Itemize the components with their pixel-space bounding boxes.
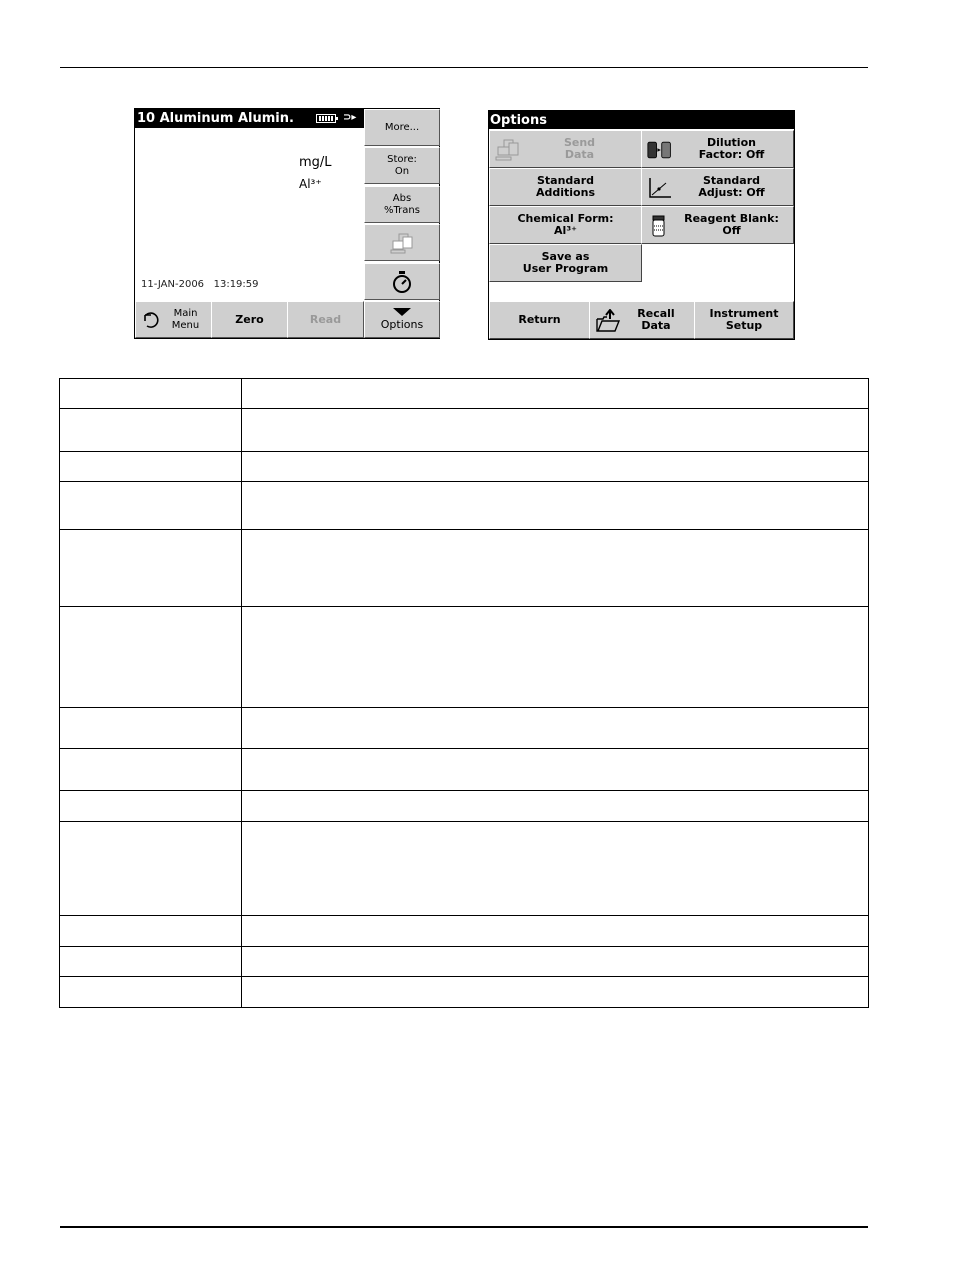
date-display: 11-JAN-2006 <box>141 279 205 290</box>
send-data-button[interactable] <box>364 224 440 261</box>
send-data-label-line2: Data <box>564 148 595 161</box>
reagent-label-line2: Off <box>722 224 741 237</box>
send-data-label-line1: Send <box>563 136 596 149</box>
table-cell <box>60 977 242 1008</box>
table-cell <box>242 409 869 452</box>
program-title-text: 10 Aluminum Alumin. <box>137 111 294 126</box>
instr-label-line2: Setup <box>725 319 763 332</box>
sample-cell-icon <box>647 214 673 238</box>
save-label-line1: Save as <box>541 250 590 263</box>
table-cell <box>60 452 242 482</box>
zero-button[interactable] <box>211 301 288 338</box>
main-menu-button[interactable] <box>135 301 212 338</box>
chemical-form-option-label <box>517 213 613 237</box>
table-cell <box>242 977 869 1008</box>
table-cell <box>60 947 242 977</box>
table-row <box>60 947 869 977</box>
more-button-label: More... <box>384 121 420 133</box>
program-screen <box>134 108 440 339</box>
instr-label-line1: Instrument <box>709 307 779 320</box>
return-button[interactable] <box>489 301 590 339</box>
table-row <box>60 708 869 749</box>
chemical-form-option[interactable] <box>489 206 642 244</box>
dilution-factor-label <box>671 137 765 161</box>
table-cell <box>242 452 869 482</box>
abs-trans-button[interactable] <box>364 186 440 223</box>
table-cell <box>242 947 869 977</box>
main-menu-label-line1: Main <box>173 307 198 319</box>
chem-label-line1: Chemical Form: <box>517 212 614 225</box>
table-cell <box>60 749 242 791</box>
more-button[interactable] <box>364 109 440 146</box>
calibration-curve-icon <box>647 176 673 200</box>
dilution-label-line1: Dilution <box>707 136 756 149</box>
table-row <box>60 791 869 822</box>
send-data-option-label <box>536 137 595 161</box>
std-adj-label-line2: Adjust: Off <box>698 186 765 199</box>
std-add-label-line1: Standard <box>536 174 595 187</box>
table-cell <box>60 409 242 452</box>
timer-button[interactable] <box>364 263 440 300</box>
table-cell <box>242 607 869 708</box>
table-cell <box>60 607 242 708</box>
table-row <box>60 749 869 791</box>
options-screen <box>488 110 795 340</box>
recall-label-line1: Recall <box>637 307 675 320</box>
std-adj-label-line1: Standard <box>702 174 760 187</box>
table-row <box>60 916 869 947</box>
table-row <box>60 530 869 607</box>
program-title <box>135 109 364 128</box>
standard-additions-label <box>536 175 595 199</box>
options-description-table <box>59 378 869 1008</box>
reagent-blank-label <box>656 213 779 237</box>
instrument-setup-button[interactable] <box>694 301 794 339</box>
table-row <box>60 409 869 452</box>
main-menu-label-line2: Menu <box>171 319 200 331</box>
table-cell <box>60 482 242 530</box>
dilution-bottles-icon <box>647 138 673 162</box>
options-title: Options <box>489 111 794 129</box>
table-row <box>60 607 869 708</box>
save-user-program-option[interactable] <box>489 244 642 282</box>
computer-icon <box>495 138 521 162</box>
table-cell <box>60 530 242 607</box>
dilution-factor-option[interactable] <box>641 130 794 168</box>
triangle-down-icon <box>393 308 411 316</box>
save-label-line2: User Program <box>522 262 609 275</box>
zero-button-label: Zero <box>235 312 264 326</box>
table-cell <box>60 708 242 749</box>
std-add-label-line2: Additions <box>536 186 595 199</box>
store-button[interactable] <box>364 147 440 184</box>
power-plug-icon: ⊃▸ <box>343 112 357 123</box>
table-cell <box>60 791 242 822</box>
time-display: 13:19:59 <box>213 279 259 290</box>
table-cell <box>242 916 869 947</box>
recall-label-line2: Data <box>641 319 671 332</box>
return-button-label: Return <box>518 313 561 326</box>
table-cell <box>60 379 242 409</box>
undo-arrow-icon <box>141 311 161 329</box>
options-button[interactable] <box>364 301 440 338</box>
table-cell <box>242 482 869 530</box>
table-row <box>60 822 869 916</box>
unit-label: mg/L <box>299 155 332 170</box>
table-row <box>60 482 869 530</box>
read-button-label: Read <box>309 312 342 326</box>
store-label: Store: <box>387 153 417 165</box>
save-user-program-label <box>523 251 608 275</box>
table-cell <box>242 822 869 916</box>
read-button[interactable] <box>287 301 364 338</box>
reagent-label-line1: Reagent Blank: <box>684 212 779 225</box>
battery-icon <box>316 114 336 123</box>
standard-additions-option[interactable] <box>489 168 642 206</box>
table-row <box>60 977 869 1008</box>
reagent-blank-option[interactable] <box>641 206 794 244</box>
table-cell <box>242 791 869 822</box>
recall-data-button[interactable] <box>589 301 695 339</box>
abs-label: Abs <box>392 192 412 204</box>
footer-rule <box>60 1226 868 1228</box>
chem-label-line2: Al³⁺ <box>554 224 577 237</box>
dilution-label-line2: Factor: Off <box>698 148 765 161</box>
table-row <box>60 452 869 482</box>
instrument-setup-label <box>710 308 779 332</box>
table-cell <box>242 708 869 749</box>
table-cell <box>242 749 869 791</box>
standard-adjust-label <box>670 175 764 199</box>
stopwatch-icon <box>391 270 413 294</box>
open-folder-icon <box>595 309 621 333</box>
standard-adjust-option[interactable] <box>641 168 794 206</box>
header-rule <box>60 67 868 68</box>
store-value: On <box>394 165 410 177</box>
chemical-form-label: Al³⁺ <box>299 177 322 191</box>
table-cell <box>60 916 242 947</box>
table-row <box>60 379 869 409</box>
computer-icon <box>390 232 414 254</box>
datetime-display <box>141 279 259 290</box>
send-data-option[interactable] <box>489 130 642 168</box>
table-cell <box>60 822 242 916</box>
table-cell <box>242 379 869 409</box>
table-cell <box>242 530 869 607</box>
options-button-label: Options <box>380 318 424 331</box>
trans-label: %Trans <box>384 204 420 216</box>
